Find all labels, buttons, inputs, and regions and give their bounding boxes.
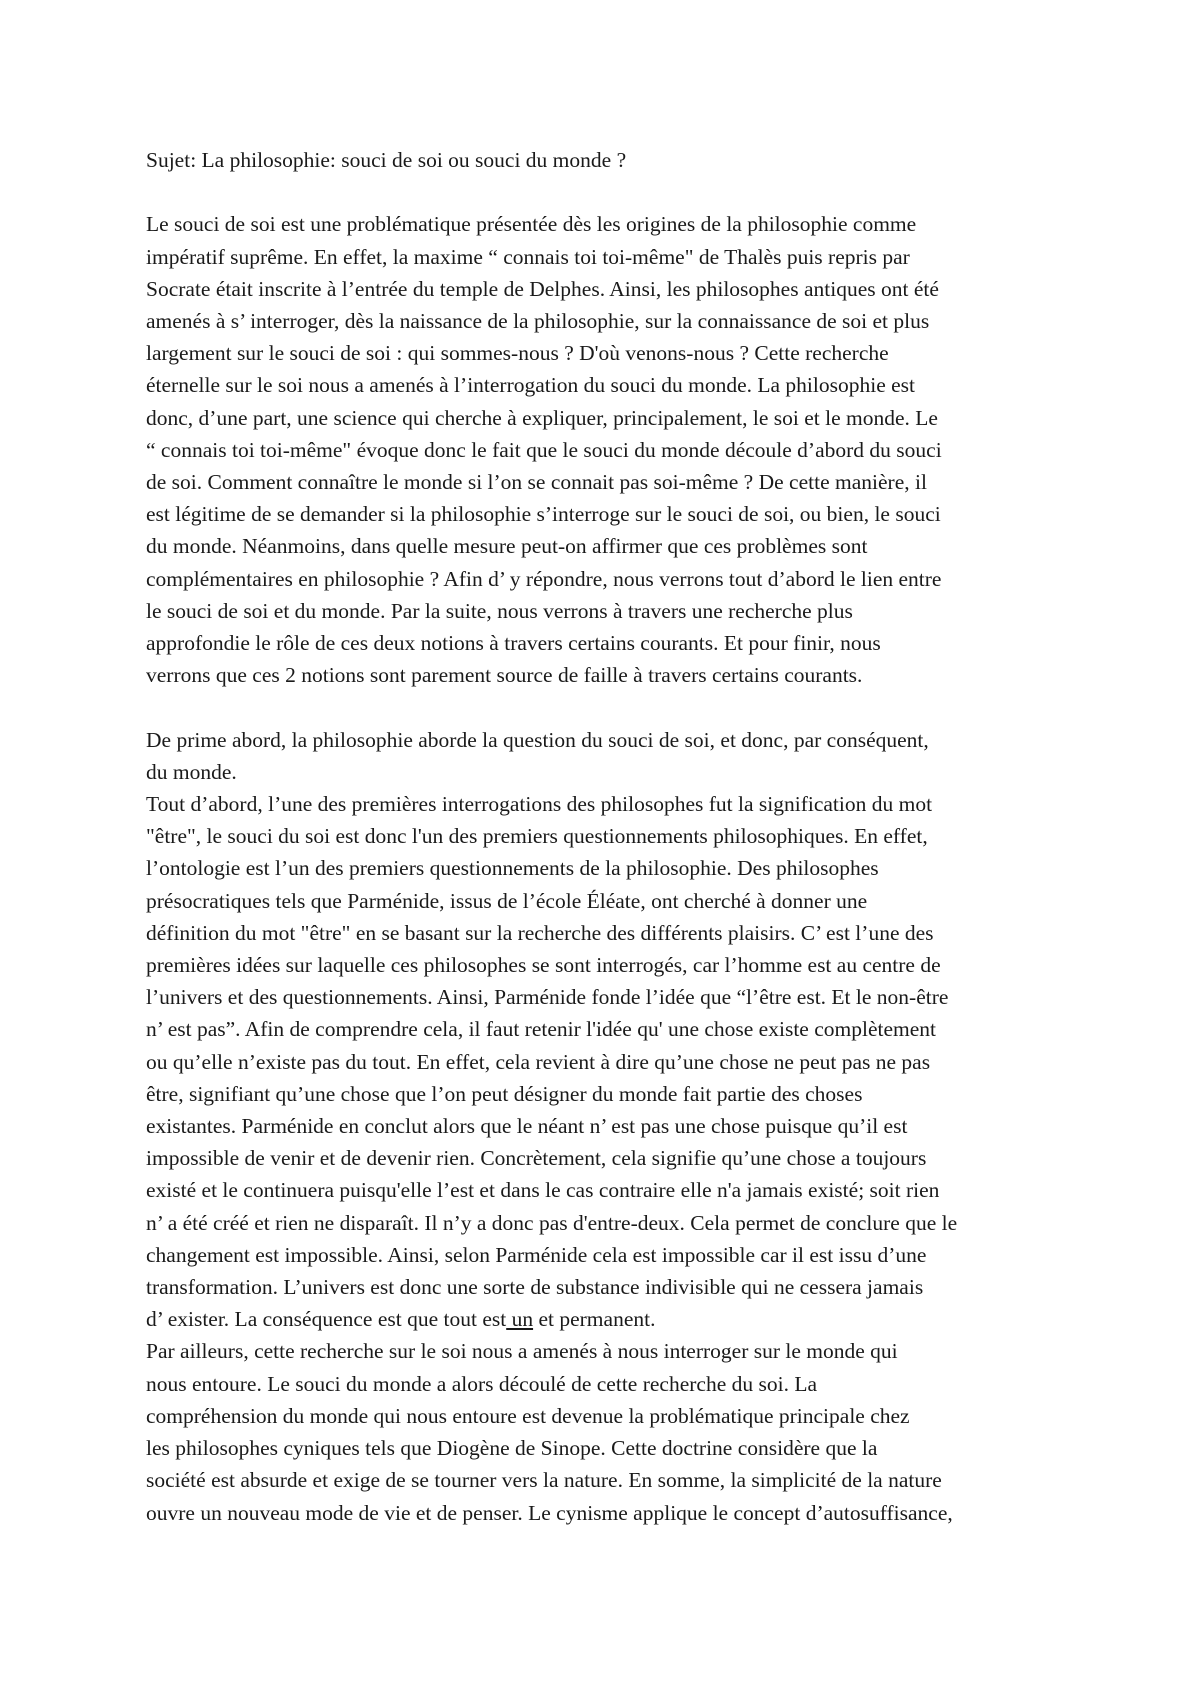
text-line: premières idées sur laquelle ces philosophes se sont interrogés, car l’homme est au centre de — [146, 953, 941, 978]
subject-line: Sujet: La philosophie: souci de soi ou souci du monde ? — [146, 148, 627, 172]
text-line: existantes. Parménide en conclut alors que le néant n’ est pas une chose puisque qu’il est — [146, 1114, 908, 1139]
text-line: l’ontologie est l’un des premiers questionnements de la philosophie. Des philosophes — [146, 856, 879, 881]
text-line: du monde. — [146, 759, 237, 784]
blank-line — [146, 176, 1076, 208]
text-line: Socrate était inscrite à l’entrée du temple de Delphes. Ainsi, les philosophes antiques ont été — [146, 276, 939, 301]
text-line: verrons que ces 2 notions sont parement source de faille à travers certains courants. — [146, 663, 863, 688]
text-line: est légitime de se demander si la philosophie s’interroge sur le souci de soi, ou bien, le souci — [146, 502, 941, 527]
text-line: Le souci de soi est une problématique présentée dès les origines de la philosophie comme — [146, 212, 917, 237]
text-line: Tout d’abord, l’une des premières interrogations des philosophes fut la signification du mot — [146, 792, 933, 817]
text-line: l’univers et des questionnements. Ainsi, Parménide fonde l’idée que “l’être est. Et le non-être — [146, 985, 949, 1010]
underlined-word: un — [506, 1307, 534, 1332]
text-line: changement est impossible. Ainsi, selon Parménide cela est impossible car il est issu d’une — [146, 1242, 927, 1267]
text-line: nous entoure. Le souci du monde a alors découlé de cette recherche du soi. La — [146, 1371, 818, 1396]
text-line: du monde. Néanmoins, dans quelle mesure peut-on affirmer que ces problèmes sont — [146, 534, 868, 559]
text-line: les philosophes cyniques tels que Diogène de Sinope. Cette doctrine considère que la — [146, 1436, 878, 1461]
text-line: transformation. L’univers est donc une sorte de substance indivisible qui ne cessera jamais — [146, 1275, 924, 1300]
text-line-last — [146, 1303, 1076, 1335]
text-line: approfondie le rôle de ces deux notions à travers certains courants. Et pour finir, nous — [146, 631, 881, 656]
text-line: existé et le continuera puisqu'elle l’est et dans le cas contraire elle n'a jamais existé; soit rien — [146, 1178, 940, 1203]
text-line: complémentaires en philosophie ? Afin d’ y répondre, nous verrons tout d’abord le lien entre — [146, 566, 942, 591]
text-line: “ connais toi toi-même" évoque donc le fait que le souci du monde découle d’abord du souci — [146, 437, 942, 462]
part1-heading — [146, 724, 1076, 788]
text-line: société est absurde et exige de se tourner vers la nature. En somme, la simplicité de la nature — [146, 1468, 942, 1493]
text-line: de soi. Comment connaître le monde si l’on se connait pas soi-même ? De cette manière, il — [146, 470, 927, 495]
text-line: Par ailleurs, cette recherche sur le soi nous a amenés à nous interroger sur le monde qui — [146, 1339, 898, 1364]
part1-paragraph-1 — [146, 788, 1076, 1335]
document-page — [146, 144, 1076, 1529]
text-line: impossible de venir et de devenir rien. Concrètement, cela signifie qu’une chose a toujours — [146, 1146, 927, 1171]
text-line: présocratiques tels que Parménide, issus de l’école Éléate, ont cherché à donner une — [146, 888, 868, 913]
text-line: le souci de soi et du monde. Par la suite, nous verrons à travers une recherche plus — [146, 598, 853, 623]
text-line: "être", le souci du soi est donc l'un des premiers questionnements philosophiques. En effet, — [146, 824, 928, 849]
text-line: donc, d’une part, une science qui cherche à expliquer, principalement, le soi et le monde. Le — [146, 405, 938, 430]
text-line: amenés à s’ interroger, dès la naissance de la philosophie, sur la connaissance de soi et plus — [146, 309, 930, 333]
text-line: être, signifiant qu’une chose que l’on peut désigner du monde fait partie des choses — [146, 1081, 863, 1106]
intro-paragraph — [146, 208, 1076, 691]
text-line: définition du mot "être" en se basant sur la recherche des différents plaisirs. C’ est l’une des — [146, 920, 934, 945]
text-line: largement sur le souci de soi : qui sommes-nous ? D'où venons-nous ? Cette recherche — [146, 341, 889, 366]
part1-paragraph-2 — [146, 1335, 1076, 1528]
text-line: ouvre un nouveau mode de vie et de penser. Le cynisme applique le concept d’autosuffisance, — [146, 1500, 953, 1525]
text-line: impératif suprême. En effet, la maxime “ connais toi toi-même" de Thalès puis repris par — [146, 244, 910, 269]
text-line: n’ est pas”. Afin de comprendre cela, il faut retenir l'idée qu' une chose existe complètement — [146, 1017, 936, 1042]
text-line: De prime abord, la philosophie aborde la question du souci de soi, et donc, par conséquent, — [146, 727, 929, 752]
text-segment: d’ exister. La conséquence est que tout est — [146, 1307, 507, 1332]
blank-line — [146, 691, 1076, 723]
text-segment: et permanent. — [533, 1307, 656, 1332]
text-line: n’ a été créé et rien ne disparaît. Il n’y a donc pas d'entre-deux. Cela permet de conclure que le — [146, 1210, 958, 1235]
text-line: ou qu’elle n’existe pas du tout. En effet, cela revient à dire qu’une chose ne peut pas ne pas — [146, 1049, 931, 1074]
text-line: compréhension du monde qui nous entoure est devenue la problématique principale chez — [146, 1403, 910, 1428]
text-line: éternelle sur le soi nous a amenés à l’interrogation du souci du monde. La philosophie est — [146, 373, 916, 398]
